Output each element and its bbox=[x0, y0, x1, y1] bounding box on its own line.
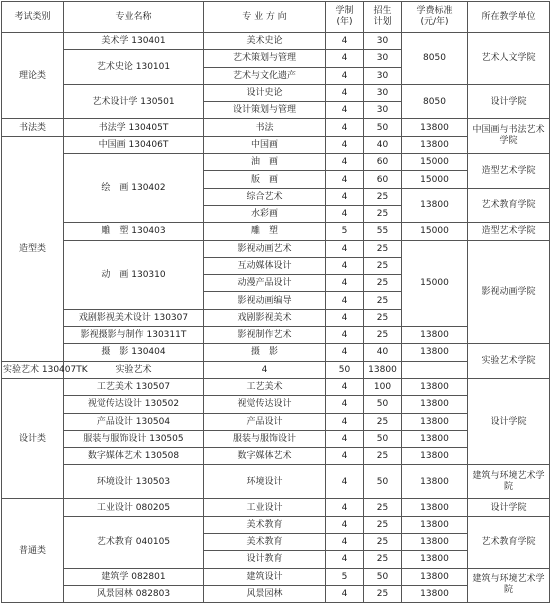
table-row bbox=[2, 119, 550, 136]
direction-cell: 服装与服饰设计 bbox=[204, 430, 326, 447]
years-cell: 4 bbox=[326, 188, 364, 205]
direction-cell: 雕 塑 bbox=[204, 223, 326, 240]
fee-cell: 13800 bbox=[402, 568, 468, 585]
quota-cell: 25 bbox=[364, 257, 402, 274]
quota-cell: 25 bbox=[364, 413, 402, 430]
school-cell: 建筑与环境艺术学院 bbox=[468, 465, 550, 499]
fee-cell: 13800 bbox=[402, 188, 468, 223]
fee-cell: 13800 bbox=[402, 344, 468, 361]
table-row bbox=[2, 327, 550, 344]
years-cell: 4 bbox=[326, 33, 364, 50]
table-row bbox=[2, 396, 550, 413]
fee-cell: 15000 bbox=[402, 240, 468, 326]
direction-cell: 戏剧影视美术 bbox=[204, 309, 326, 326]
years-cell: 4 bbox=[326, 378, 364, 395]
header-school: 所在教学单位 bbox=[468, 2, 550, 33]
major-cell: 环境设计 130503 bbox=[64, 465, 204, 499]
category-cell: 普通类 bbox=[2, 499, 64, 603]
major-cell: 雕 塑 130403 bbox=[64, 223, 204, 240]
major-cell: 工业设计 080205 bbox=[64, 499, 204, 516]
quota-cell: 30 bbox=[364, 102, 402, 119]
major-cell: 建筑学 082801 bbox=[64, 568, 204, 585]
header-direction: 专 业 方 向 bbox=[204, 2, 326, 33]
years-cell: 4 bbox=[326, 84, 364, 101]
quota-cell: 40 bbox=[364, 344, 402, 361]
quota-cell: 55 bbox=[364, 223, 402, 240]
quota-cell: 60 bbox=[364, 171, 402, 188]
direction-cell: 建筑设计 bbox=[204, 568, 326, 585]
years-cell: 5 bbox=[326, 223, 364, 240]
direction-cell: 动漫产品设计 bbox=[204, 275, 326, 292]
school-cell: 艺术教育学院 bbox=[468, 516, 550, 568]
quota-cell: 25 bbox=[364, 516, 402, 533]
quota-cell: 40 bbox=[364, 136, 402, 153]
category-cell: 造型类 bbox=[2, 136, 64, 361]
header-row bbox=[2, 2, 550, 33]
years-cell: 4 bbox=[326, 275, 364, 292]
years-cell: 4 bbox=[326, 327, 364, 344]
direction-cell: 艺术与文化遗产 bbox=[204, 67, 326, 84]
direction-cell: 书法 bbox=[204, 119, 326, 136]
enrollment-plan-table-wrapper bbox=[1, 1, 549, 600]
major-cell: 摄 影 130404 bbox=[64, 344, 204, 361]
years-cell: 5 bbox=[326, 568, 364, 585]
fee-cell: 13800 bbox=[402, 465, 468, 499]
years-cell: 4 bbox=[326, 551, 364, 568]
years-cell: 4 bbox=[326, 292, 364, 309]
quota-cell: 25 bbox=[364, 534, 402, 551]
quota-cell: 30 bbox=[364, 50, 402, 67]
fee-cell: 13800 bbox=[402, 585, 468, 602]
table-row bbox=[2, 136, 550, 153]
quota-cell: 30 bbox=[364, 33, 402, 50]
direction-cell: 美术教育 bbox=[204, 534, 326, 551]
table-row bbox=[2, 84, 550, 101]
school-cell: 造型艺术学院 bbox=[468, 223, 550, 240]
table-row bbox=[2, 516, 550, 533]
years-cell: 4 bbox=[326, 413, 364, 430]
header-major: 专业名称 bbox=[64, 2, 204, 33]
table-row bbox=[2, 585, 550, 602]
fee-cell: 15000 bbox=[402, 171, 468, 188]
years-cell: 4 bbox=[326, 585, 364, 602]
header-quota: 招生 计划 bbox=[364, 2, 402, 33]
direction-cell: 工业设计 bbox=[204, 499, 326, 516]
quota-cell: 100 bbox=[364, 378, 402, 395]
direction-cell: 油 画 bbox=[204, 154, 326, 171]
years-cell: 4 bbox=[326, 430, 364, 447]
years-cell: 4 bbox=[326, 465, 364, 499]
quota-cell: 60 bbox=[364, 154, 402, 171]
school-cell: 实验艺术学院 bbox=[468, 344, 550, 379]
direction-cell: 互动媒体设计 bbox=[204, 257, 326, 274]
table-row bbox=[2, 378, 550, 395]
school-cell: 中国画与书法艺术学院 bbox=[468, 119, 550, 154]
fee-cell: 13800 bbox=[402, 534, 468, 551]
quota-cell: 25 bbox=[364, 551, 402, 568]
category-cell: 理论类 bbox=[2, 33, 64, 119]
direction-cell: 设计策划与管理 bbox=[204, 102, 326, 119]
major-cell: 戏剧影视美术设计 130307 bbox=[64, 309, 204, 326]
quota-cell: 25 bbox=[364, 205, 402, 222]
quota-cell: 25 bbox=[364, 499, 402, 516]
table-row bbox=[2, 223, 550, 240]
direction-cell: 设计教育 bbox=[204, 551, 326, 568]
years-cell: 4 bbox=[326, 257, 364, 274]
quota-cell: 50 bbox=[326, 361, 364, 378]
table-row bbox=[2, 413, 550, 430]
quota-cell: 25 bbox=[364, 275, 402, 292]
direction-cell: 影视动画艺术 bbox=[204, 240, 326, 257]
school-cell: 设计学院 bbox=[468, 84, 550, 119]
direction-cell: 综合艺术 bbox=[204, 188, 326, 205]
direction-cell: 影视制作艺术 bbox=[204, 327, 326, 344]
major-cell: 风景园林 082803 bbox=[64, 585, 204, 602]
direction-cell: 实验艺术 bbox=[64, 361, 204, 378]
direction-cell: 中国画 bbox=[204, 136, 326, 153]
direction-cell: 数字媒体艺术 bbox=[204, 448, 326, 465]
table-row bbox=[2, 499, 550, 516]
direction-cell: 环境设计 bbox=[204, 465, 326, 499]
major-cell: 实验艺术 130407TK bbox=[2, 361, 64, 378]
table-row bbox=[2, 465, 550, 499]
major-cell: 艺术教育 040105 bbox=[64, 516, 204, 568]
direction-cell: 风景园林 bbox=[204, 585, 326, 602]
fee-cell: 15000 bbox=[402, 223, 468, 240]
major-cell: 视觉传达设计 130502 bbox=[64, 396, 204, 413]
quota-cell: 25 bbox=[364, 240, 402, 257]
major-cell: 动 画 130310 bbox=[64, 240, 204, 309]
fee-cell: 13800 bbox=[402, 499, 468, 516]
school-cell: 影视动画学院 bbox=[468, 240, 550, 344]
school-cell: 设计学院 bbox=[468, 499, 550, 516]
major-cell: 影视摄影与制作 130311T bbox=[64, 327, 204, 344]
fee-cell: 13800 bbox=[402, 551, 468, 568]
years-cell: 4 bbox=[326, 499, 364, 516]
quota-cell: 50 bbox=[364, 430, 402, 447]
direction-cell: 美术教育 bbox=[204, 516, 326, 533]
major-cell: 服装与服饰设计 130505 bbox=[64, 430, 204, 447]
major-cell: 艺术史论 130101 bbox=[64, 50, 204, 85]
table-row bbox=[2, 568, 550, 585]
quota-cell: 25 bbox=[364, 188, 402, 205]
school-cell: 造型艺术学院 bbox=[468, 154, 550, 189]
years-cell: 4 bbox=[326, 309, 364, 326]
quota-cell: 50 bbox=[364, 465, 402, 499]
header-years: 学制 (年) bbox=[326, 2, 364, 33]
fee-cell: 13800 bbox=[402, 378, 468, 395]
fee-cell: 13800 bbox=[402, 430, 468, 447]
direction-cell: 设计史论 bbox=[204, 84, 326, 101]
major-cell: 书法学 130405T bbox=[64, 119, 204, 136]
fee-cell: 13800 bbox=[364, 361, 402, 378]
category-cell: 设计类 bbox=[2, 378, 64, 498]
years-cell: 4 bbox=[326, 119, 364, 136]
quota-cell: 50 bbox=[364, 396, 402, 413]
direction-cell: 影视动画编导 bbox=[204, 292, 326, 309]
table-row bbox=[2, 240, 550, 257]
fee-cell: 8050 bbox=[402, 33, 468, 85]
direction-cell: 水彩画 bbox=[204, 205, 326, 222]
fee-cell: 13800 bbox=[402, 327, 468, 344]
category-cell: 书法类 bbox=[2, 119, 64, 136]
years-cell: 4 bbox=[326, 396, 364, 413]
years-cell: 4 bbox=[326, 136, 364, 153]
years-cell: 4 bbox=[326, 171, 364, 188]
years-cell: 4 bbox=[326, 448, 364, 465]
major-cell: 工艺美术 130507 bbox=[64, 378, 204, 395]
table-row bbox=[2, 33, 550, 50]
major-cell: 美术学 130401 bbox=[64, 33, 204, 50]
enrollment-plan-table bbox=[1, 1, 550, 603]
quota-cell: 30 bbox=[364, 84, 402, 101]
years-cell: 4 bbox=[326, 102, 364, 119]
school-cell: 建筑与环境艺术学院 bbox=[468, 568, 550, 603]
direction-cell: 视觉传达设计 bbox=[204, 396, 326, 413]
direction-cell: 产品设计 bbox=[204, 413, 326, 430]
major-cell: 中国画 130406T bbox=[64, 136, 204, 153]
quota-cell: 50 bbox=[364, 119, 402, 136]
quota-cell: 25 bbox=[364, 585, 402, 602]
quota-cell: 50 bbox=[364, 568, 402, 585]
major-cell: 艺术设计学 130501 bbox=[64, 84, 204, 119]
direction-cell: 工艺美术 bbox=[204, 378, 326, 395]
fee-cell: 13800 bbox=[402, 516, 468, 533]
years-cell: 4 bbox=[326, 516, 364, 533]
years-cell: 4 bbox=[326, 344, 364, 361]
years-cell: 4 bbox=[326, 205, 364, 222]
quota-cell: 25 bbox=[364, 327, 402, 344]
direction-cell: 版 画 bbox=[204, 171, 326, 188]
school-cell: 艺术人文学院 bbox=[468, 33, 550, 85]
years-cell: 4 bbox=[326, 67, 364, 84]
years-cell: 4 bbox=[204, 361, 326, 378]
table-row bbox=[2, 154, 550, 171]
major-cell: 产品设计 130504 bbox=[64, 413, 204, 430]
fee-cell: 15000 bbox=[402, 154, 468, 171]
school-cell: 艺术教育学院 bbox=[468, 188, 550, 223]
school-cell: 设计学院 bbox=[468, 378, 550, 464]
direction-cell: 美术史论 bbox=[204, 33, 326, 50]
quota-cell: 25 bbox=[364, 292, 402, 309]
major-cell: 绘 画 130402 bbox=[64, 154, 204, 223]
header-category: 考试类别 bbox=[2, 2, 64, 33]
years-cell: 4 bbox=[326, 534, 364, 551]
fee-cell: 13800 bbox=[402, 396, 468, 413]
header-fee: 学费标准 (元/年) bbox=[402, 2, 468, 33]
direction-cell: 艺术策划与管理 bbox=[204, 50, 326, 67]
direction-cell: 摄 影 bbox=[204, 344, 326, 361]
table-row bbox=[2, 344, 550, 361]
quota-cell: 25 bbox=[364, 309, 402, 326]
fee-cell: 13800 bbox=[402, 136, 468, 153]
table-row bbox=[2, 430, 550, 447]
fee-cell: 8050 bbox=[402, 84, 468, 119]
fee-cell: 13800 bbox=[402, 448, 468, 465]
years-cell: 4 bbox=[326, 154, 364, 171]
years-cell: 4 bbox=[326, 240, 364, 257]
table-row bbox=[2, 448, 550, 465]
major-cell: 数字媒体艺术 130508 bbox=[64, 448, 204, 465]
quota-cell: 25 bbox=[364, 448, 402, 465]
years-cell: 4 bbox=[326, 50, 364, 67]
fee-cell: 13800 bbox=[402, 119, 468, 136]
fee-cell: 13800 bbox=[402, 413, 468, 430]
quota-cell: 30 bbox=[364, 67, 402, 84]
